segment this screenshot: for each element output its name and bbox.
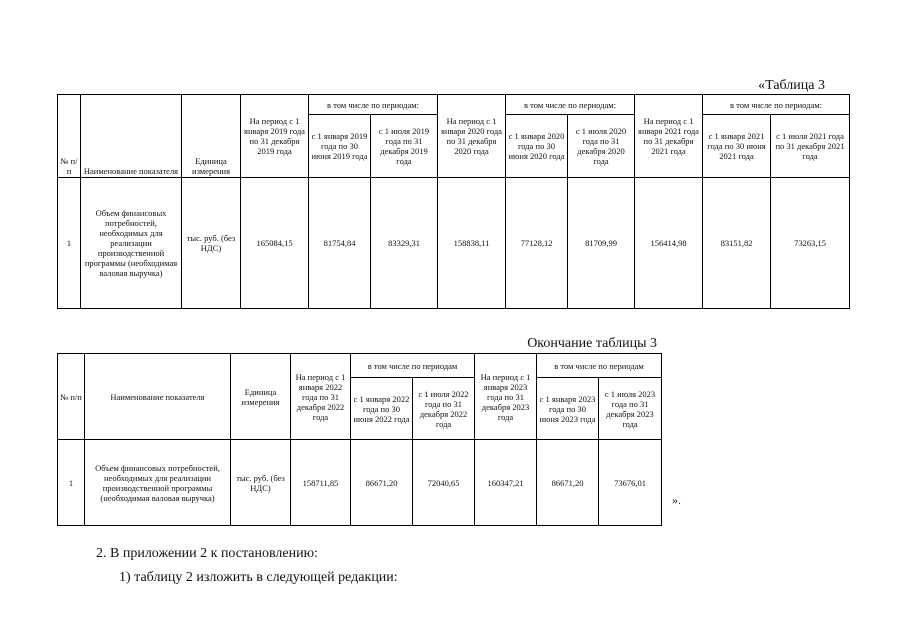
header-sub-2021: в том числе по периодам: <box>703 95 850 115</box>
table3-caption: «Таблица 3 <box>758 78 825 93</box>
header-sub-2019: в том числе по периодам: <box>309 95 438 115</box>
cell-value: 156414,98 <box>635 178 703 309</box>
header-sub-2022: в том числе по периодам <box>351 354 475 378</box>
cell-value: 158838,11 <box>438 178 506 309</box>
header-h1-2022: с 1 января 2022 года по 30 июня 2022 года <box>351 378 413 440</box>
table3-end-caption: Окончание таблицы 3 <box>527 336 657 351</box>
cell-value: 83329,31 <box>371 178 438 309</box>
header-name: Наименование показателя <box>81 95 182 178</box>
cell-name: Объем финансовых потребностей, необходимых для реализации производственной программы (необходимая валовая выручка) <box>81 178 182 309</box>
header-h2-2021: с 1 июля 2021 года по 31 декабря 2021 года <box>771 115 850 178</box>
header-h2-2019: с 1 июля 2019 года по 31 декабря 2019 года <box>371 115 438 178</box>
header-name: Наименование показателя <box>85 354 231 440</box>
paragraph-item-2: 2. В приложении 2 к постановлению: <box>96 546 318 561</box>
header-h1-2020: с 1 января 2020 года по 30 июня 2020 года <box>506 115 568 178</box>
header-period-2019: На период с 1 января 2019 года по 31 декабря 2019 года <box>241 95 309 178</box>
cell-value: 81709,99 <box>568 178 635 309</box>
header-h1-2019: с 1 января 2019 года по 30 июня 2019 года <box>309 115 371 178</box>
cell-value: 160347,21 <box>475 440 537 526</box>
cell-num: 1 <box>58 440 85 526</box>
cell-value: 81754,84 <box>309 178 371 309</box>
paragraph-subitem-1: 1) таблицу 2 изложить в следующей редакции: <box>119 570 398 585</box>
table-row <box>58 178 850 309</box>
header-h2-2023: с 1 июля 2023 года по 31 декабря 2023 года <box>599 378 662 440</box>
header-unit: Единица измерения <box>182 95 241 178</box>
cell-num: 1 <box>58 178 81 309</box>
cell-unit: тыс. руб. (без НДС) <box>182 178 241 309</box>
header-sub-2020: в том числе по периодам: <box>506 95 635 115</box>
cell-value: 72040,65 <box>413 440 475 526</box>
header-num: № п/п <box>58 354 85 440</box>
cell-value: 77128,12 <box>506 178 568 309</box>
header-num: № п/ п <box>58 95 81 178</box>
cell-value: 83151,82 <box>703 178 771 309</box>
header-h2-2022: с 1 июля 2022 года по 31 декабря 2022 года <box>413 378 475 440</box>
header-h1-2023: с 1 января 2023 года по 30 июня 2023 года <box>537 378 599 440</box>
cell-name: Объем финансовых потребностей, необходимых для реализации производственной программы (необходимая валовая выручка) <box>85 440 231 526</box>
cell-unit: тыс. руб. (без НДС) <box>231 440 291 526</box>
cell-value: 73263,15 <box>771 178 850 309</box>
header-period-2023: На период с 1 января 2023 года по 31 декабря 2023 года <box>475 354 537 440</box>
header-h2-2020: с 1 июля 2020 года по 31 декабря 2020 года <box>568 115 635 178</box>
table3-part2 <box>57 353 662 526</box>
header-period-2021: На период с 1 января 2021 года по 31 декабря 2021 года <box>635 95 703 178</box>
header-period-2022: На период с 1 января 2022 года по 31 декабря 2022 года <box>291 354 351 440</box>
cell-value: 73676,01 <box>599 440 662 526</box>
cell-value: 158711,85 <box>291 440 351 526</box>
cell-value: 86671,20 <box>537 440 599 526</box>
cell-value: 86671,20 <box>351 440 413 526</box>
header-sub-2023: в том числе по периодам <box>537 354 662 378</box>
table3-part1 <box>57 94 850 309</box>
table-row <box>58 440 662 526</box>
cell-value: 165084,15 <box>241 178 309 309</box>
header-unit: Единица измерения <box>231 354 291 440</box>
header-period-2020: На период с 1 января 2020 года по 31 декабря 2020 года <box>438 95 506 178</box>
closing-quote: ». <box>672 493 681 507</box>
header-h1-2021: с 1 января 2021 года по 30 июня 2021 года <box>703 115 771 178</box>
